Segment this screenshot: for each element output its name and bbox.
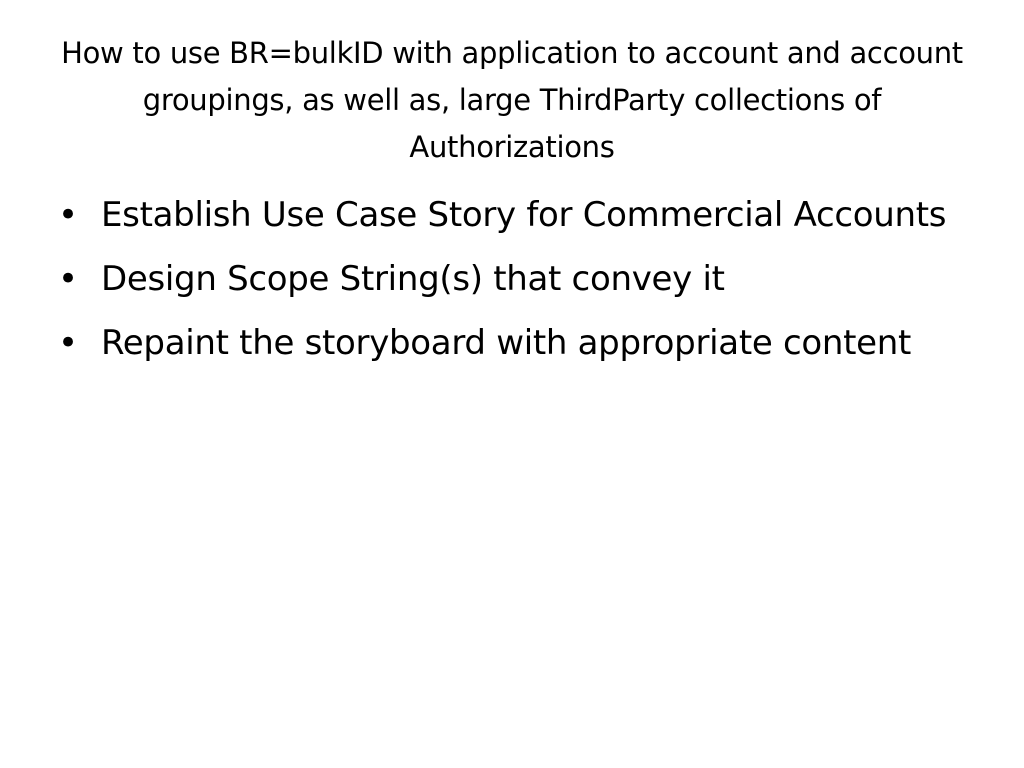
bullet-marker: • [58, 323, 78, 363]
bullet-item [58, 252, 958, 306]
bullet-text: Design Scope String(s) that convey it [101, 259, 725, 299]
bullet-text: Establish Use Case Story for Commercial Accounts [101, 195, 947, 235]
bullet-text: Repaint the storyboard with appropriate content [101, 323, 912, 363]
bullet-marker: • [58, 195, 78, 235]
slide-title: How to use BR=bulkID with application to account and account groupings, as well as, large ThirdParty collections of Authorizations [61, 36, 963, 164]
bullet-item [58, 316, 958, 370]
bullet-item [58, 188, 958, 242]
bullet-marker: • [58, 259, 78, 299]
bullet-list [58, 188, 958, 380]
